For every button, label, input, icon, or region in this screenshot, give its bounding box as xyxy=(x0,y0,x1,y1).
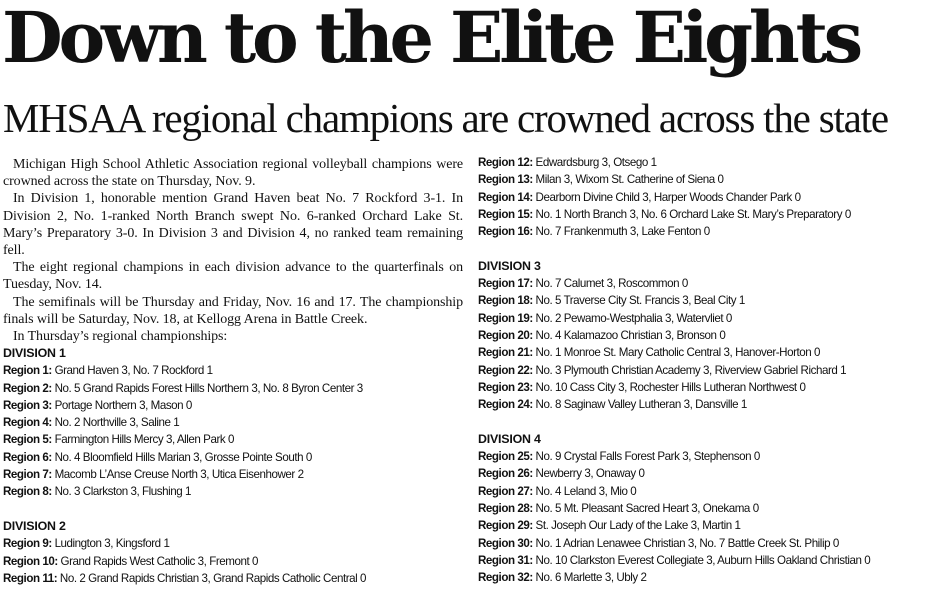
region-label: Region 26: xyxy=(478,467,533,481)
intro-paragraph: The eight regional champions in each division advance to the quarterfinals on Tuesday, Nov. 14. xyxy=(3,260,463,293)
region-label: Region 12: xyxy=(478,156,533,169)
region-result: No. 10 Cass City 3, Rochester Hills Lutheran Northwest 0 xyxy=(535,380,806,394)
region-row xyxy=(3,431,469,448)
region-label: Region 31: xyxy=(478,553,533,567)
region-label: Region 11: xyxy=(3,571,58,585)
region-row xyxy=(478,552,938,569)
region-result: No. 10 Clarkston Everest Collegiate 3, Auburn Hills Oakland Christian 0 xyxy=(535,553,871,567)
results-right-column xyxy=(478,154,938,586)
region-row xyxy=(478,362,938,379)
region-result: No. 2 Northville 3, Saline 1 xyxy=(54,416,180,430)
region-row xyxy=(478,154,938,171)
region-result: Grand Rapids West Catholic 3, Fremont 0 xyxy=(60,554,259,568)
region-row xyxy=(478,223,938,240)
region-result: Newberry 3, Onaway 0 xyxy=(535,467,645,481)
region-result: Milan 3, Wixom St. Catherine of Siena 0 xyxy=(535,173,724,187)
region-label: Region 7: xyxy=(3,468,52,482)
region-label: Region 19: xyxy=(478,311,533,325)
region-row xyxy=(3,535,469,552)
region-label: Region 2: xyxy=(3,381,52,395)
region-label: Region 22: xyxy=(478,363,533,377)
intro-paragraph: In Thursday’s regional championships: xyxy=(13,329,228,345)
region-row xyxy=(478,569,938,586)
region-label: Region 30: xyxy=(478,536,533,550)
division-4-heading: DIVISION 4 xyxy=(478,431,541,446)
region-label: Region 8: xyxy=(3,485,52,499)
region-row xyxy=(478,171,938,188)
region-result: St. Joseph Our Lady of the Lake 3, Martin 1 xyxy=(535,519,741,533)
region-label: Region 1: xyxy=(3,364,52,378)
region-row xyxy=(478,517,938,534)
region-row xyxy=(3,483,469,500)
region-result: Farmington Hills Mercy 3, Allen Park 0 xyxy=(54,433,234,447)
region-row xyxy=(478,500,938,517)
region-row xyxy=(478,344,938,361)
region-label: Region 21: xyxy=(478,346,533,360)
region-result: No. 5 Traverse City St. Francis 3, Beal City 1 xyxy=(535,294,745,308)
region-result: No. 6 Marlette 3, Ubly 2 xyxy=(535,571,647,585)
region-label: Region 18: xyxy=(478,294,533,308)
division-2-heading: DIVISION 2 xyxy=(3,518,66,533)
region-result: No. 3 Clarkston 3, Flushing 1 xyxy=(54,485,192,499)
division-3-heading: DIVISION 3 xyxy=(478,258,541,273)
region-label: Region 27: xyxy=(478,484,533,498)
region-label: Region 28: xyxy=(478,501,533,515)
region-row xyxy=(478,465,938,482)
subheadline: MHSAA regional champions are crowned across the state xyxy=(3,95,888,141)
region-row xyxy=(478,379,938,396)
region-result: No. 2 Grand Rapids Christian 3, Grand Rapids Catholic Central 0 xyxy=(59,571,367,585)
region-result: No. 4 Bloomfield Hills Marian 3, Grosse Pointe South 0 xyxy=(54,450,312,464)
region-row xyxy=(3,380,469,397)
region-label: Region 14: xyxy=(478,190,533,204)
headline: Down to the Elite Eights xyxy=(2,0,859,79)
region-label: Region 17: xyxy=(478,277,533,291)
region-row xyxy=(478,292,938,309)
division-1-heading: DIVISION 1 xyxy=(3,346,66,360)
region-row xyxy=(3,397,469,414)
region-row xyxy=(478,535,938,552)
region-row xyxy=(478,206,938,223)
region-result: No. 7 Calumet 3, Roscommon 0 xyxy=(535,277,688,291)
region-result: No. 3 Plymouth Christian Academy 3, Riverview Gabriel Richard 1 xyxy=(535,363,847,377)
region-row xyxy=(478,310,938,327)
region-label: Region 10: xyxy=(3,554,58,568)
region-result: Edwardsburg 3, Otsego 1 xyxy=(535,156,657,169)
region-row xyxy=(478,396,938,413)
region-label: Region 23: xyxy=(478,380,533,394)
region-result: No. 9 Crystal Falls Forest Park 3, Stephenson 0 xyxy=(535,450,760,464)
intro-text xyxy=(3,156,463,345)
region-label: Region 6: xyxy=(3,450,52,464)
region-row xyxy=(3,414,469,431)
region-result: No. 7 Frankenmuth 3, Lake Fenton 0 xyxy=(535,225,710,239)
region-result: No. 4 Kalamazoo Christian 3, Bronson 0 xyxy=(535,328,726,342)
region-label: Region 16: xyxy=(478,225,533,239)
region-row xyxy=(3,553,469,570)
region-label: Region 25: xyxy=(478,450,533,464)
region-label: Region 9: xyxy=(3,537,52,551)
region-result: No. 8 Saginaw Valley Lutheran 3, Dansville 1 xyxy=(535,398,747,412)
region-result: No. 1 Adrian Lenawee Christian 3, No. 7 Battle Creek St. Philip 0 xyxy=(535,536,839,550)
region-result: No. 1 North Branch 3, No. 6 Orchard Lake St. Mary’s Preparatory 0 xyxy=(535,207,851,221)
region-row xyxy=(478,327,938,344)
results-left-column xyxy=(3,345,469,587)
region-result: No. 4 Leland 3, Mio 0 xyxy=(535,484,637,498)
region-row xyxy=(478,275,938,292)
region-label: Region 3: xyxy=(3,398,52,412)
region-result: No. 1 Monroe St. Mary Catholic Central 3, Hanover-Horton 0 xyxy=(535,346,821,360)
region-row xyxy=(478,483,938,500)
region-row xyxy=(478,189,938,206)
region-result: Grand Haven 3, No. 7 Rockford 1 xyxy=(54,364,213,378)
region-label: Region 13: xyxy=(478,173,533,187)
region-result: Dearborn Divine Child 3, Harper Woods Chander Park 0 xyxy=(535,190,801,204)
intro-paragraph: The semifinals will be Thursday and Friday, Nov. 16 and 17. The championship finals will be Saturday, Nov. 18, at Kellogg Arena in Battle Creek. xyxy=(3,294,463,327)
region-row xyxy=(3,362,469,379)
region-row xyxy=(3,570,469,587)
region-label: Region 24: xyxy=(478,398,533,412)
region-row xyxy=(478,448,938,465)
region-result: Macomb L’Anse Creuse North 3, Utica Eisenhower 2 xyxy=(54,468,304,482)
region-label: Region 29: xyxy=(478,519,533,533)
intro-paragraph: Michigan High School Athletic Association regional volleyball champions were crowned across the state on Thursday, Nov. 9. xyxy=(3,157,463,190)
region-label: Region 4: xyxy=(3,416,52,430)
region-result: Ludington 3, Kingsford 1 xyxy=(54,537,170,551)
region-result: Portage Northern 3, Mason 0 xyxy=(54,398,192,412)
region-label: Region 5: xyxy=(3,433,52,447)
region-result: No. 2 Pewamo-Westphalia 3, Watervliet 0 xyxy=(535,311,732,325)
region-label: Region 15: xyxy=(478,207,533,221)
region-result: No. 5 Grand Rapids Forest Hills Northern 3, No. 8 Byron Center 3 xyxy=(54,381,363,395)
region-label: Region 32: xyxy=(478,571,533,585)
region-label: Region 20: xyxy=(478,328,533,342)
region-result: No. 5 Mt. Pleasant Sacred Heart 3, Onekama 0 xyxy=(535,501,759,515)
region-row xyxy=(3,466,469,483)
intro-paragraph: In Division 1, honorable mention Grand Haven beat No. 7 Rockford 3-1. In Division 2, No. 1-ranked North Branch swept No. 6-ranked Orchard Lake St. Mary’s Preparatory 3-0. In Division 3 and Division 4, no ranked team remaining fell. xyxy=(3,191,463,259)
region-row xyxy=(3,449,469,466)
